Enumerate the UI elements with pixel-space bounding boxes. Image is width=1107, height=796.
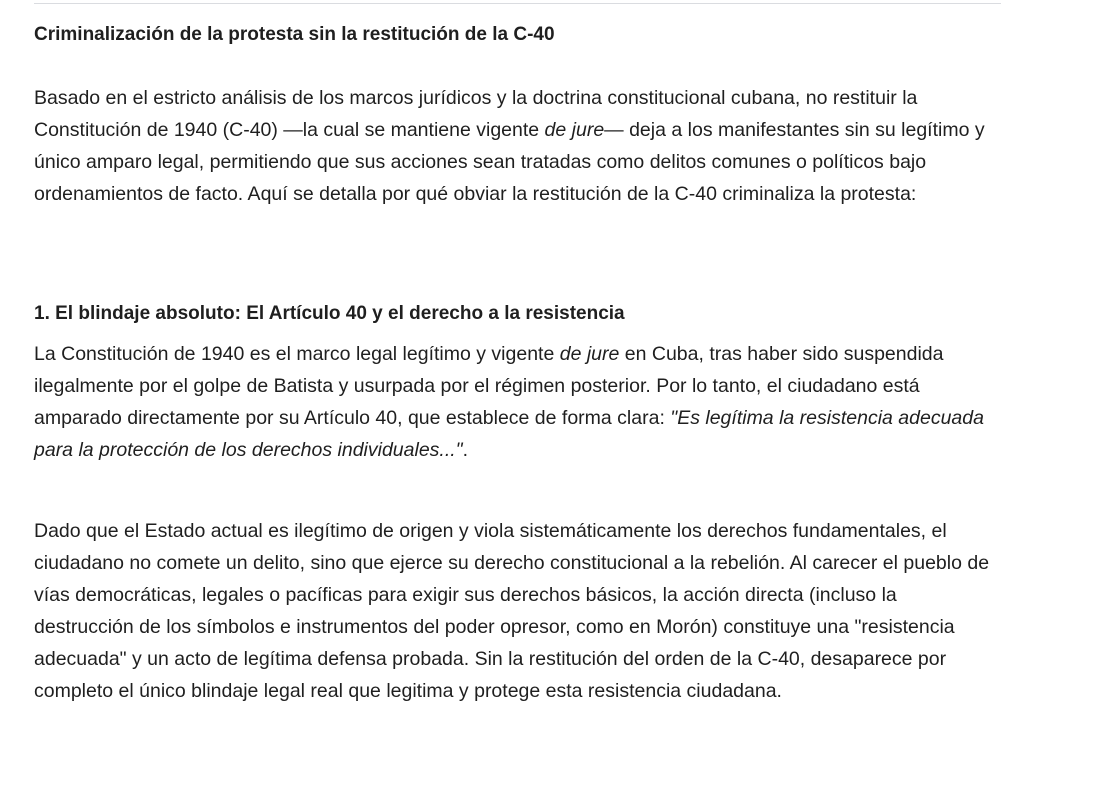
section-p1-text-b: en Cuba, tras haber sido suspendida ilegalmente por el golpe de Batista y usurpada por el régimen posterior. Por lo tanto, el ciudadano está amparado directamente por su Artículo 40, que establece de forma clara: [34, 343, 944, 429]
section-paragraph-1 [34, 338, 1001, 466]
intro-emphasis: de jure [544, 119, 605, 141]
intro-text-a: Basado en el estricto análisis de los marcos jurídicos y la doctrina constitucional cubana, no restituir la Constitución de 1940 (C-40) —la cual se mantiene vigente [34, 87, 918, 141]
section-p1-text-c: . [462, 439, 469, 461]
section-p1-text-a: La Constitución de 1940 es el marco legal legítimo y vigente [34, 343, 560, 365]
section-heading: 1. El blindaje absoluto: El Artículo 40 y el derecho a la resistencia [34, 303, 625, 324]
section-p1-emphasis: de jure [559, 343, 620, 365]
intro-paragraph [34, 82, 1001, 210]
article-title: Criminalización de la protesta sin la restitución de la C-40 [34, 24, 555, 45]
article-40-quote: "Es legítima la resistencia adecuada para la protección de los derechos individuales..." [34, 407, 984, 461]
section-paragraph-2: Dado que el Estado actual es ilegítimo de origen y viola sistemáticamente los derechos fundamentales, el ciudadano no comete un delito, sino que ejerce su derecho constitucional a la rebelión. Al carecer el pueblo de vías democráticas, legales o pacíficas para exigir sus derechos básicos, la acción directa (incluso la destrucción de los símbolos e instrumentos del poder opresor, como en Morón) constituye una "resistencia adecuada" y un acto de legítima defensa probada. Sin la restitución del orden de la C-40, desaparece por completo el único blindaje legal real que legitima y protege esta resistencia ciudadana. [34, 520, 990, 702]
top-divider [34, 3, 1001, 4]
intro-text-b: — deja a los manifestantes sin su legítimo y único amparo legal, permitiendo que sus acciones sean tratadas como delitos comunes o políticos bajo ordenamientos de facto. Aquí se detalla por qué obviar la restitución de la C-40 criminaliza la protesta: [34, 119, 985, 205]
